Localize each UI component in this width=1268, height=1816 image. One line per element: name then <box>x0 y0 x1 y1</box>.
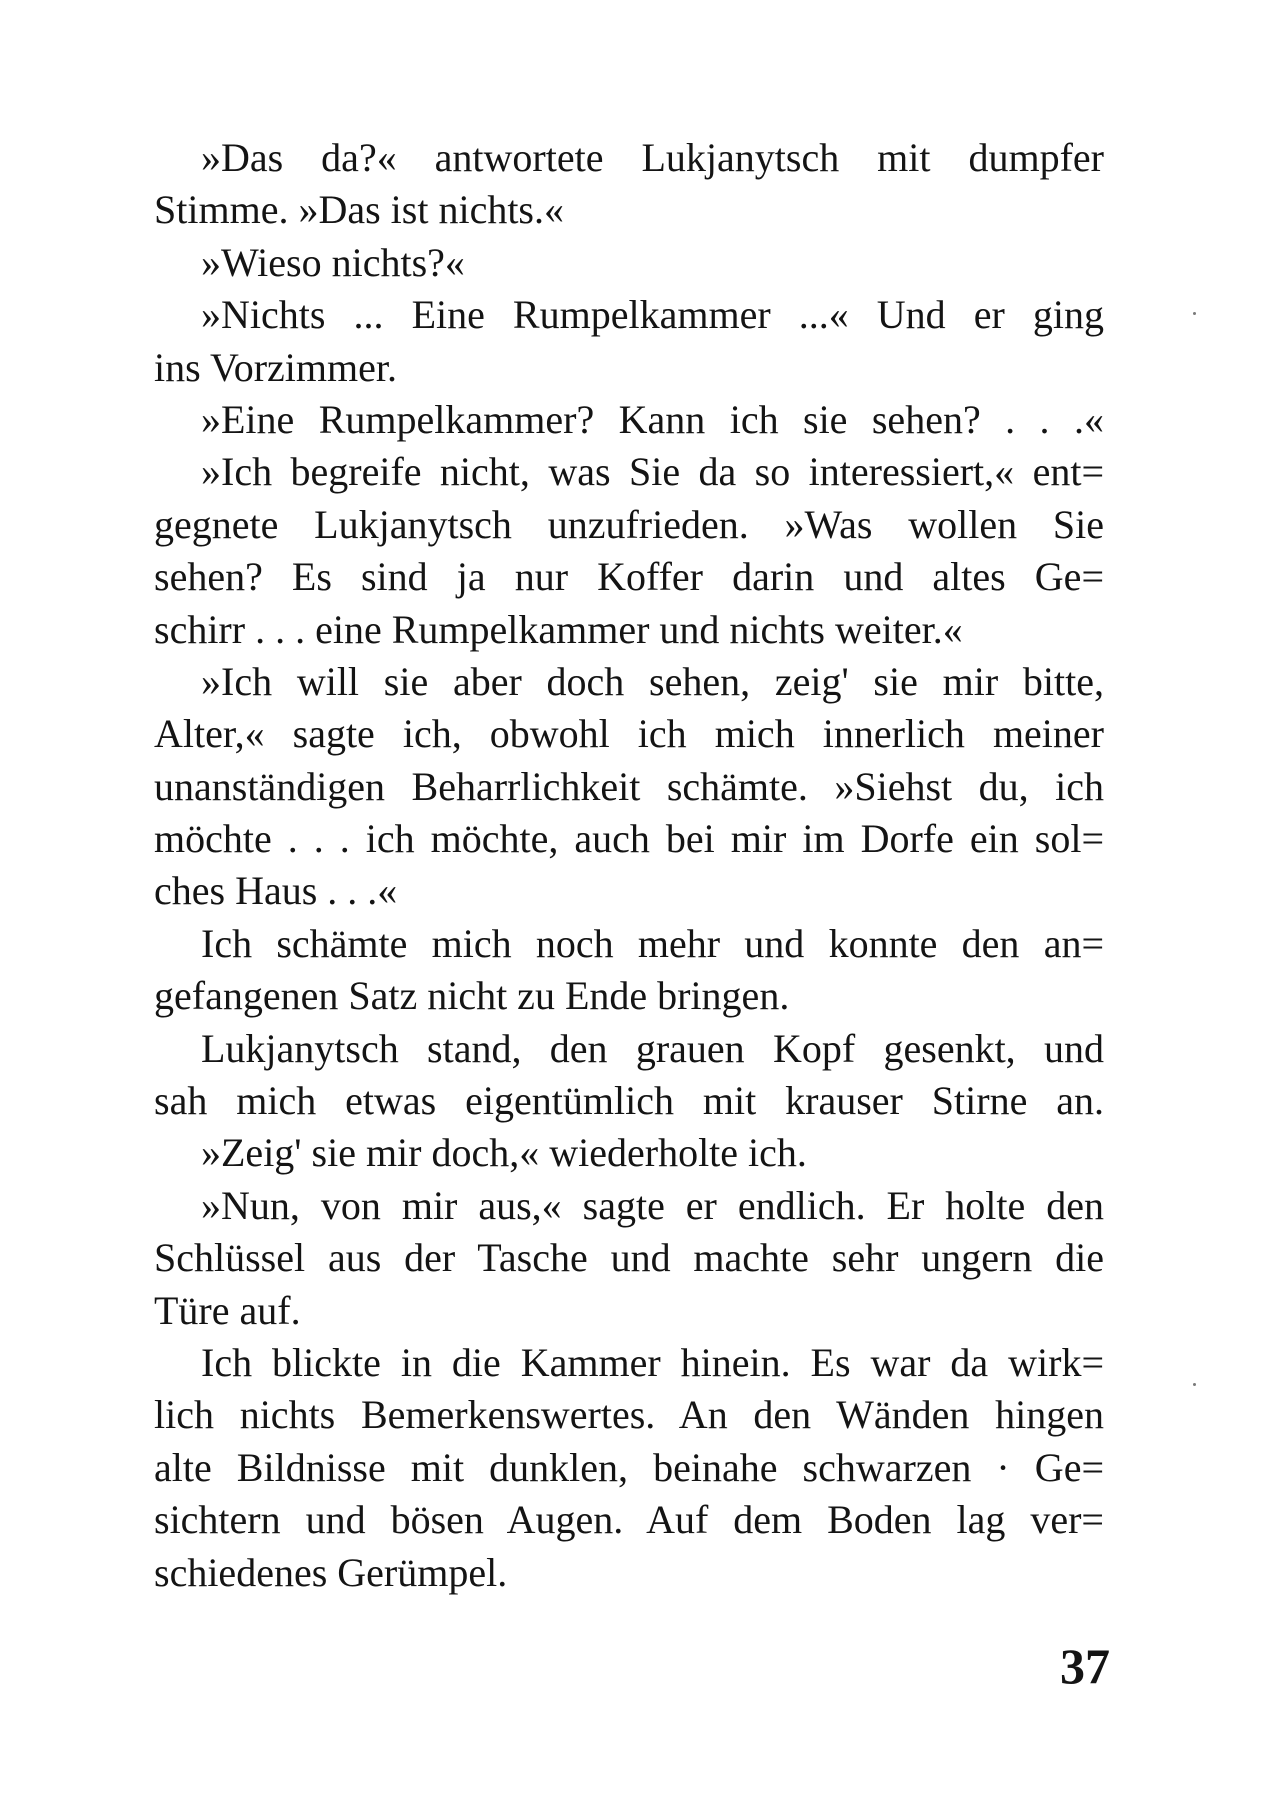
text-line: »Nichts ... Eine Rumpelkammer ...« Und er ging <box>201 292 1104 338</box>
text-line: ins Vorzimmer. <box>154 344 397 390</box>
text-line: gegnete Lukjanytsch unzufrieden. »Was wollen Sie <box>154 501 1104 547</box>
text-line: »Das da?« antwortete Lukjanytsch mit dumpfer <box>201 135 1104 180</box>
text-line: Stimme. »Das ist nichts.« <box>154 187 564 233</box>
text-line: sah mich etwas eigentümlich mit krauser Stirne an. <box>154 1078 1104 1124</box>
text-line: schiedenes Gerümpel. <box>154 1549 508 1595</box>
text-line: »Ich will sie aber doch sehen, zeig' sie mir bitte, <box>201 658 1104 704</box>
text-line: unanständigen Beharrlichkeit schämte. »Siehst du, ich <box>154 763 1104 809</box>
text-line: Lukjanytsch stand, den grauen Kopf gesenkt, und <box>201 1025 1104 1071</box>
text-line: Ich schämte mich noch mehr und konnte den an= <box>201 920 1104 966</box>
text-line: »Eine Rumpelkammer? Kann ich sie sehen? . . .« <box>201 396 1104 442</box>
text-line: ches Haus . . .« <box>154 868 398 914</box>
page-number: 37 <box>1060 1638 1110 1694</box>
scan-speck <box>1193 1383 1196 1386</box>
text-line: möchte . . . ich möchte, auch bei mir im Dorfe ein sol= <box>154 816 1104 862</box>
text-line: gefangenen Satz nicht zu Ende bringen. <box>154 973 790 1019</box>
text-line: sichtern und bösen Augen. Auf dem Boden lag ver= <box>154 1497 1104 1543</box>
text-line: »Ich begreife nicht, was Sie da so interessiert,« ent= <box>201 449 1104 495</box>
text-line: schirr . . . eine Rumpelkammer und nichts weiter.« <box>154 606 963 652</box>
text-line: Türe auf. <box>154 1287 301 1333</box>
text-line: alte Bildnisse mit dunklen, beinahe schwarzen · Ge= <box>154 1444 1104 1490</box>
text-line: Schlüssel aus der Tasche und machte sehr ungern die <box>154 1235 1104 1281</box>
text-line: »Nun, von mir aus,« sagte er endlich. Er holte den <box>201 1182 1104 1228</box>
text-line: Ich blickte in die Kammer hinein. Es war da wirk= <box>201 1339 1104 1385</box>
text-line: Alter,« sagte ich, obwohl ich mich innerlich meiner <box>154 711 1104 757</box>
text-line: »Zeig' sie mir doch,« wiederholte ich. <box>201 1130 807 1176</box>
text-line: »Wieso nichts?« <box>201 239 465 285</box>
scan-speck <box>1193 312 1196 315</box>
text-line: lich nichts Bemerkenswertes. An den Wänden hingen <box>154 1392 1104 1438</box>
page-text-block <box>154 132 1104 1599</box>
text-line: sehen? Es sind ja nur Koffer darin und altes Ge= <box>154 554 1104 600</box>
